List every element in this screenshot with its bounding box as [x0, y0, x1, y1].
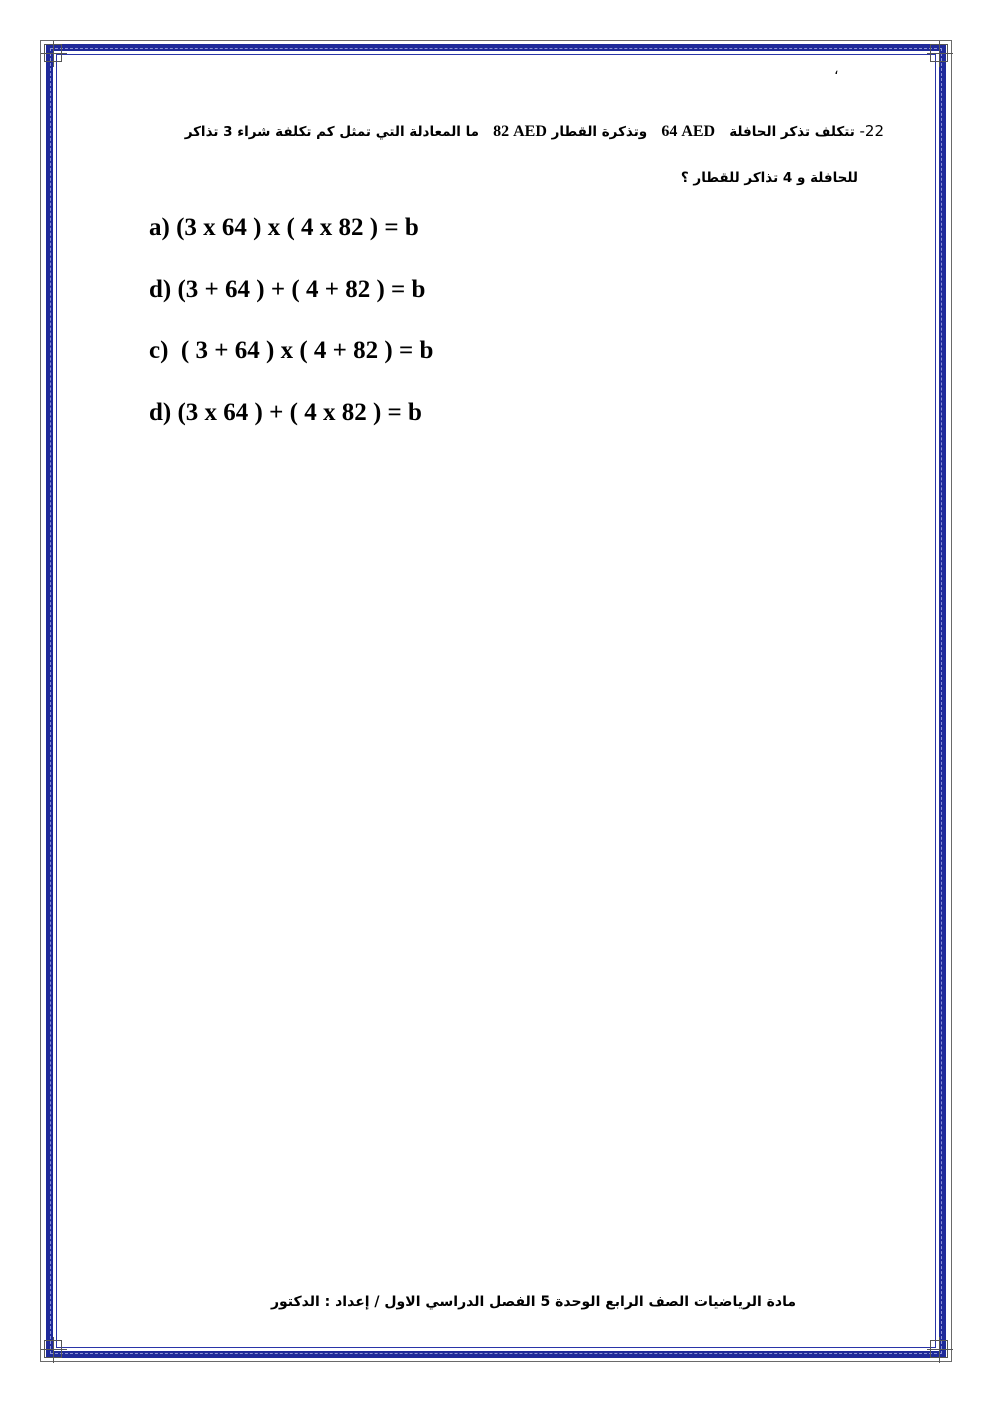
corner-ornament-top-left [44, 44, 62, 62]
bus-price: 64 AED [661, 123, 716, 140]
corner-ornament-bottom-right [930, 1340, 948, 1358]
page-mark: ، [834, 62, 839, 78]
option-d-second: d) (3 x 64 ) + ( 4 x 82 ) = b [149, 398, 422, 426]
corner-ornament-bottom-left [44, 1340, 62, 1358]
option-c: c) ( 3 + 64 ) x ( 4 + 82 ) = b [149, 337, 434, 364]
question-text-part1: تتكلف تذكر الحافلة [729, 124, 855, 140]
page-footer: مادة الرياضيات الصف الرابع الوحدة 5 الفصل الدراسي الاول / إعداد : الدكتور [270, 1294, 796, 1310]
question-text-part3: ما المعادلة التي تمثل كم تكلفة شراء 3 تذاكر [184, 124, 480, 140]
option-d-first: d) (3 + 64 ) + ( 4 + 82 ) = b [149, 275, 426, 303]
option-a: a) (3 x 64 ) x ( 4 x 82 ) = b [149, 214, 419, 241]
question-text-part2: وتذكرة القطار [551, 124, 648, 140]
answer-options [149, 210, 433, 456]
train-price: 82 AED [493, 123, 547, 140]
question-number: 22- [859, 122, 884, 140]
question-line-2: للحافلة و 4 تذاكر للقطار ؟ [680, 170, 858, 186]
corner-ornament-top-right [930, 44, 948, 62]
question-line-1 [185, 124, 884, 140]
